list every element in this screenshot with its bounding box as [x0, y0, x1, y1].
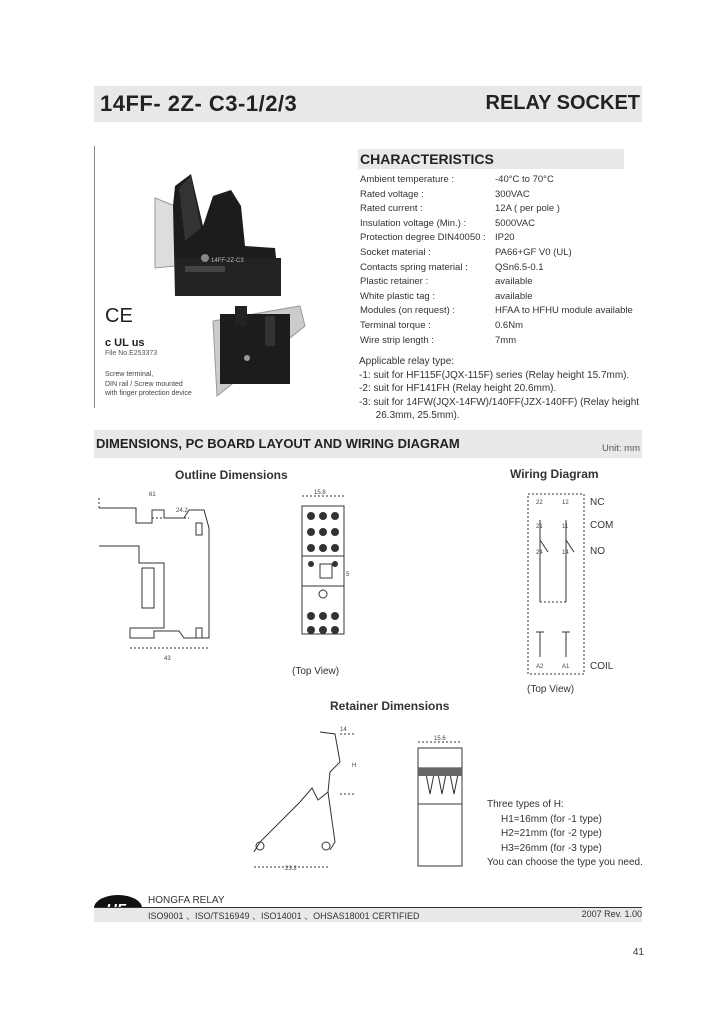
outline-dimensions-title: Outline Dimensions — [175, 468, 288, 482]
certifications: ISO9001 、ISO/TS16949 、ISO14001 、OHSAS18001 CERTIFIED — [148, 911, 420, 921]
outline-top-view-label: (Top View) — [292, 666, 340, 677]
svg-text:61: 61 — [149, 492, 156, 498]
svg-text:21: 21 — [536, 524, 543, 530]
characteristics-title: CHARACTERISTICS — [358, 149, 624, 169]
retainer-dimensions-title: Retainer Dimensions — [330, 699, 450, 713]
socket-photo-large — [155, 174, 281, 296]
wiring-diagram-title: Wiring Diagram — [510, 467, 599, 481]
document-type: RELAY SOCKET — [485, 92, 640, 114]
svg-text:22: 22 — [536, 500, 543, 506]
svg-text:11: 11 — [562, 524, 569, 530]
svg-text:5: 5 — [346, 572, 350, 578]
svg-text:24: 24 — [536, 550, 543, 556]
svg-text:15.6: 15.6 — [434, 736, 446, 742]
svg-text:14: 14 — [340, 727, 347, 733]
company-name: HONGFA RELAY — [148, 895, 225, 906]
product-panel — [94, 146, 320, 408]
retainer-side-view — [240, 722, 370, 872]
retainer-front-view — [410, 734, 470, 869]
svg-text:15.8: 15.8 — [314, 490, 326, 496]
svg-text:A1: A1 — [562, 664, 570, 670]
ul-mark: c UL us — [105, 337, 145, 349]
wiring-label-nc: NC — [590, 497, 605, 508]
outline-top-view — [292, 486, 352, 651]
wiring-label-com: COM — [590, 520, 614, 531]
unit-label: Unit: mm — [602, 443, 640, 454]
revision: 2007 Rev. 1.00 — [581, 909, 642, 919]
wiring-diagram — [526, 492, 586, 677]
characteristics-table: Ambient temperature : -40°C to 70°C Rated voltage : 300VAC Rated current : 12A ( per pole ) Insulation voltage (Min.) : 5000VAC Protection degree DIN40050 : IP20 Socket material : PA66+GF V0 (UL) Contacts spring material : QSn6.5-0.1 Plastic retainer : available White plastic tag : available Modules (on request) : HFAA to HFHU module available Terminal torque : 0.6Nm Wire strip length : 7mm — [360, 174, 633, 346]
dimensions-title: DIMENSIONS, PC BOARD LAYOUT AND WIRING DIAGRAM — [96, 436, 460, 451]
svg-text:24.2: 24.2 — [176, 508, 188, 514]
ce-mark: CE — [105, 305, 133, 327]
model-title: 14FF- 2Z- C3-1/2/3 — [100, 91, 298, 116]
svg-text:H: H — [352, 763, 357, 769]
h-types: Three types of H: H1=16mm (for -1 type) H2=21mm (for -2 type) H3=26mm (for -3 type) You can choose the type you need. — [487, 799, 643, 868]
wiring-label-coil: COIL — [590, 661, 614, 672]
product-photos — [95, 146, 320, 408]
socket-photo-small — [213, 306, 305, 396]
svg-text:43: 43 — [164, 656, 171, 662]
svg-text:A2: A2 — [536, 664, 544, 670]
wiring-top-view-label: (Top View) — [527, 684, 575, 695]
svg-text:14: 14 — [562, 550, 569, 556]
socket-description: Screw terminal, DIN rail / Screw mounted with finger protection device — [105, 371, 192, 397]
svg-text:14FF-2Z-C3: 14FF-2Z-C3 — [211, 258, 244, 264]
svg-text:23.2: 23.2 — [285, 866, 297, 872]
page-number: 41 — [632, 947, 644, 958]
svg-text:12: 12 — [562, 500, 569, 506]
file-number: File No.E253373 — [105, 350, 158, 357]
wiring-label-no: NO — [590, 546, 605, 557]
applicable-relay-types: Applicable relay type: -1: suit for HF115F(JQX-115F) series (Relay height 15.7mm). -2: suit for HF141FH (Relay height 20.6mm). -3: suit for 14FW(JQX-14FW)/140FF(JZX-140FF) (Relay height 26.3mm, 25.5mm). — [359, 356, 640, 421]
outline-side-view — [94, 488, 224, 668]
